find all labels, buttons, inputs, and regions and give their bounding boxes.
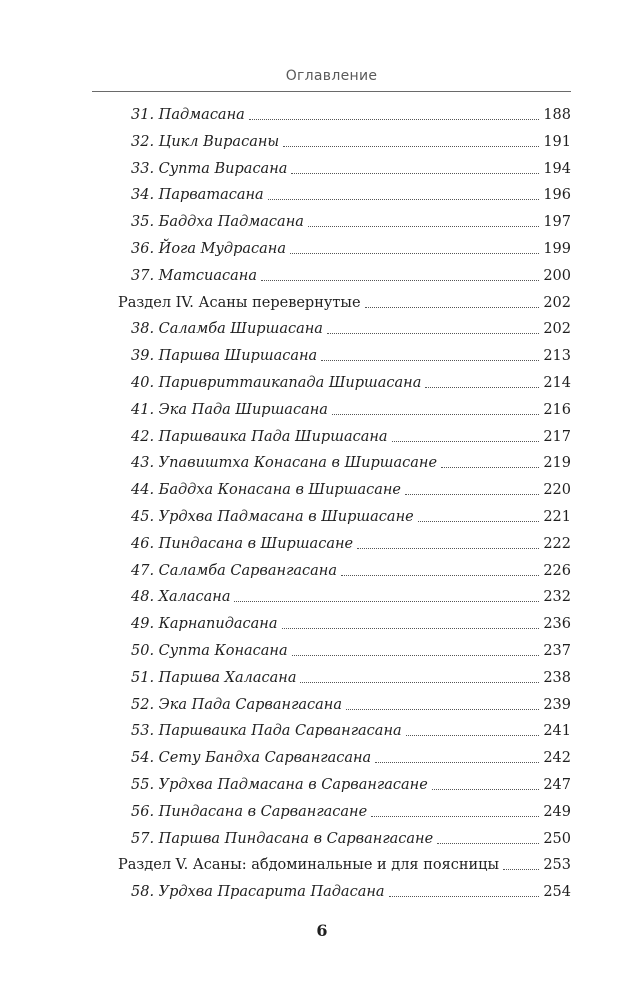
toc-entry-row bbox=[131, 152, 571, 178]
toc-entry-row bbox=[131, 473, 571, 499]
toc-entry-title: 35. Баддха Падмасана bbox=[131, 214, 304, 231]
toc-entry-row bbox=[131, 125, 571, 151]
toc-entry-row bbox=[131, 661, 571, 687]
toc-page-number: 202 bbox=[543, 294, 571, 311]
toc-entry-title: 32. Цикл Вирасаны bbox=[131, 133, 280, 150]
toc-page-number: 199 bbox=[543, 241, 571, 257]
toc-entry-title: 45. Урдхва Падмасана в Ширшасане bbox=[131, 509, 414, 525]
dot-leader bbox=[332, 414, 539, 415]
dot-leader bbox=[327, 333, 539, 334]
toc-entry-title: 39. Паршва Ширшасана bbox=[131, 348, 318, 365]
toc-entry-title: 57. Паршва Пиндасана в Сарвангасане bbox=[131, 830, 434, 847]
toc-page-number: 236 bbox=[543, 616, 571, 633]
toc-page-number: 217 bbox=[543, 428, 571, 445]
toc-entry-row bbox=[131, 688, 571, 714]
toc-entry-title: 58. Урдхва Прасарита Падасана bbox=[131, 884, 385, 901]
toc-entry-title: 47. Саламба Сарвангасана bbox=[131, 562, 338, 579]
dot-leader bbox=[290, 253, 539, 254]
dot-leader bbox=[321, 360, 539, 361]
dot-leader bbox=[234, 601, 539, 602]
toc-entry-row bbox=[131, 634, 571, 660]
dot-leader bbox=[341, 575, 539, 576]
toc-entry-row bbox=[131, 232, 571, 258]
toc-entry-title: 53. Паршваика Пада Сарвангасана bbox=[131, 723, 402, 740]
toc-page-number: 226 bbox=[543, 562, 571, 579]
dot-leader bbox=[406, 735, 540, 736]
toc-section-title: Раздел IV. Асаны перевернутые bbox=[118, 294, 361, 311]
toc-page-number: 219 bbox=[543, 455, 571, 472]
toc-entry-title: 38. Саламба Ширшасана bbox=[131, 321, 323, 338]
toc-entry-row bbox=[131, 393, 571, 419]
toc-page-number: 222 bbox=[543, 535, 571, 552]
toc-entry-title: 34. Парватасана bbox=[131, 187, 264, 204]
toc-page-number: 188 bbox=[543, 107, 571, 123]
dot-leader bbox=[268, 199, 540, 200]
toc-entry-row bbox=[131, 527, 571, 553]
toc-entry-title: 42. Паршваика Пада Ширшасана bbox=[131, 428, 388, 445]
dot-leader bbox=[432, 789, 540, 790]
toc-entry-title: 46. Пиндасана в Ширшасане bbox=[131, 535, 354, 552]
toc-entry-row bbox=[131, 607, 571, 633]
toc-entry-title: 43. Упавиштха Конасана в Ширшасане bbox=[131, 455, 438, 472]
toc-page-number: 250 bbox=[543, 830, 571, 847]
dot-leader bbox=[389, 896, 540, 897]
toc-page-number: 239 bbox=[543, 696, 571, 713]
toc-entry-title: 31. Падмасана bbox=[131, 107, 245, 123]
toc-entry-row bbox=[131, 366, 571, 392]
toc-section-title: Раздел V. Асаны: абдоминальные и для поясницы bbox=[118, 857, 500, 874]
toc-page-number: 221 bbox=[543, 509, 571, 525]
toc-entry-title: 51. Паршва Халасана bbox=[131, 669, 297, 686]
toc-entry-row bbox=[131, 205, 571, 231]
dot-leader bbox=[371, 816, 539, 817]
toc-page-number: 238 bbox=[543, 669, 571, 686]
toc-page-number: 247 bbox=[543, 777, 571, 793]
dot-leader bbox=[365, 307, 540, 308]
dot-leader bbox=[261, 280, 539, 281]
running-header: Оглавление bbox=[285, 68, 378, 84]
toc-entry-title: 49. Карнапидасана bbox=[131, 616, 278, 633]
toc-page-number: 220 bbox=[543, 482, 571, 499]
dot-leader bbox=[300, 682, 539, 683]
toc-entry-row bbox=[131, 500, 571, 526]
dot-leader bbox=[503, 869, 539, 870]
toc-page-number: 249 bbox=[543, 803, 571, 820]
dot-leader bbox=[291, 173, 539, 174]
toc-entry-title: 50. Супта Конасана bbox=[131, 643, 288, 659]
dot-leader bbox=[283, 146, 539, 147]
toc-page-number: 241 bbox=[543, 723, 571, 740]
toc-entry-title: 33. Супта Вирасана bbox=[131, 160, 288, 177]
dot-leader bbox=[292, 655, 540, 656]
toc-entry-row bbox=[131, 741, 571, 767]
dot-leader bbox=[392, 441, 540, 442]
toc-page-number: 197 bbox=[543, 214, 571, 231]
toc-entry-row bbox=[131, 259, 571, 285]
toc-page-number: 237 bbox=[543, 643, 571, 659]
toc-entry-row bbox=[131, 768, 571, 794]
toc-entry-row bbox=[131, 795, 571, 821]
toc-page-number: 200 bbox=[543, 267, 571, 284]
dot-leader bbox=[405, 494, 539, 495]
dot-leader bbox=[357, 548, 539, 549]
toc-entry-title: 56. Пиндасана в Сарвангасане bbox=[131, 803, 368, 820]
dot-leader bbox=[308, 226, 539, 227]
toc-entry-title: 41. Эка Пада Ширшасана bbox=[131, 401, 328, 418]
toc-entry-row bbox=[131, 580, 571, 606]
toc-page-number: 196 bbox=[543, 187, 571, 204]
toc-entry-row bbox=[131, 98, 571, 124]
toc-page-number: 232 bbox=[543, 589, 571, 606]
toc-page-number: 216 bbox=[543, 401, 571, 418]
toc-entry-title: 48. Халасана bbox=[131, 589, 231, 606]
dot-leader bbox=[346, 709, 539, 710]
toc-entry-row bbox=[131, 875, 571, 901]
toc-page-number: 214 bbox=[543, 375, 571, 391]
toc-page-number: 242 bbox=[543, 750, 571, 767]
dot-leader bbox=[425, 387, 539, 388]
toc-entry-row bbox=[131, 178, 571, 204]
toc-page-number: 254 bbox=[543, 884, 571, 901]
toc-entry-title: 52. Эка Пада Сарвангасана bbox=[131, 696, 343, 713]
dot-leader bbox=[375, 762, 539, 763]
toc-section-row bbox=[118, 848, 571, 874]
toc-entry-title: 54. Сету Бандха Сарвангасана bbox=[131, 750, 372, 767]
toc-page-number: 213 bbox=[543, 348, 571, 365]
toc-entry-row bbox=[131, 420, 571, 446]
header-rule bbox=[92, 91, 571, 92]
dot-leader bbox=[282, 628, 540, 629]
toc-page-number: 194 bbox=[543, 160, 571, 177]
toc-entry-row bbox=[131, 554, 571, 580]
toc-page-number: 202 bbox=[543, 321, 571, 338]
toc-entry-row bbox=[131, 714, 571, 740]
toc-entry-row bbox=[131, 446, 571, 472]
toc-page-number: 191 bbox=[543, 133, 571, 150]
toc-entry-title: 55. Урдхва Падмасана в Сарвангасане bbox=[131, 777, 428, 793]
toc-section-row bbox=[118, 286, 571, 312]
toc-entry-title: 44. Баддха Конасана в Ширшасане bbox=[131, 482, 401, 499]
dot-leader bbox=[418, 521, 540, 522]
toc-entry-row bbox=[131, 339, 571, 365]
toc-entry-row bbox=[131, 822, 571, 848]
dot-leader bbox=[249, 119, 540, 120]
page-number: 6 bbox=[316, 921, 328, 940]
dot-leader bbox=[441, 467, 539, 468]
toc-page-number: 253 bbox=[543, 857, 571, 874]
dot-leader bbox=[437, 843, 539, 844]
toc-entry-row bbox=[131, 312, 571, 338]
toc-entry-title: 36. Йога Мудрасана bbox=[131, 241, 286, 257]
toc-entry-title: 37. Матсиасана bbox=[131, 267, 257, 284]
toc-entry-title: 40. Паривриттаикапада Ширшасана bbox=[131, 375, 422, 391]
